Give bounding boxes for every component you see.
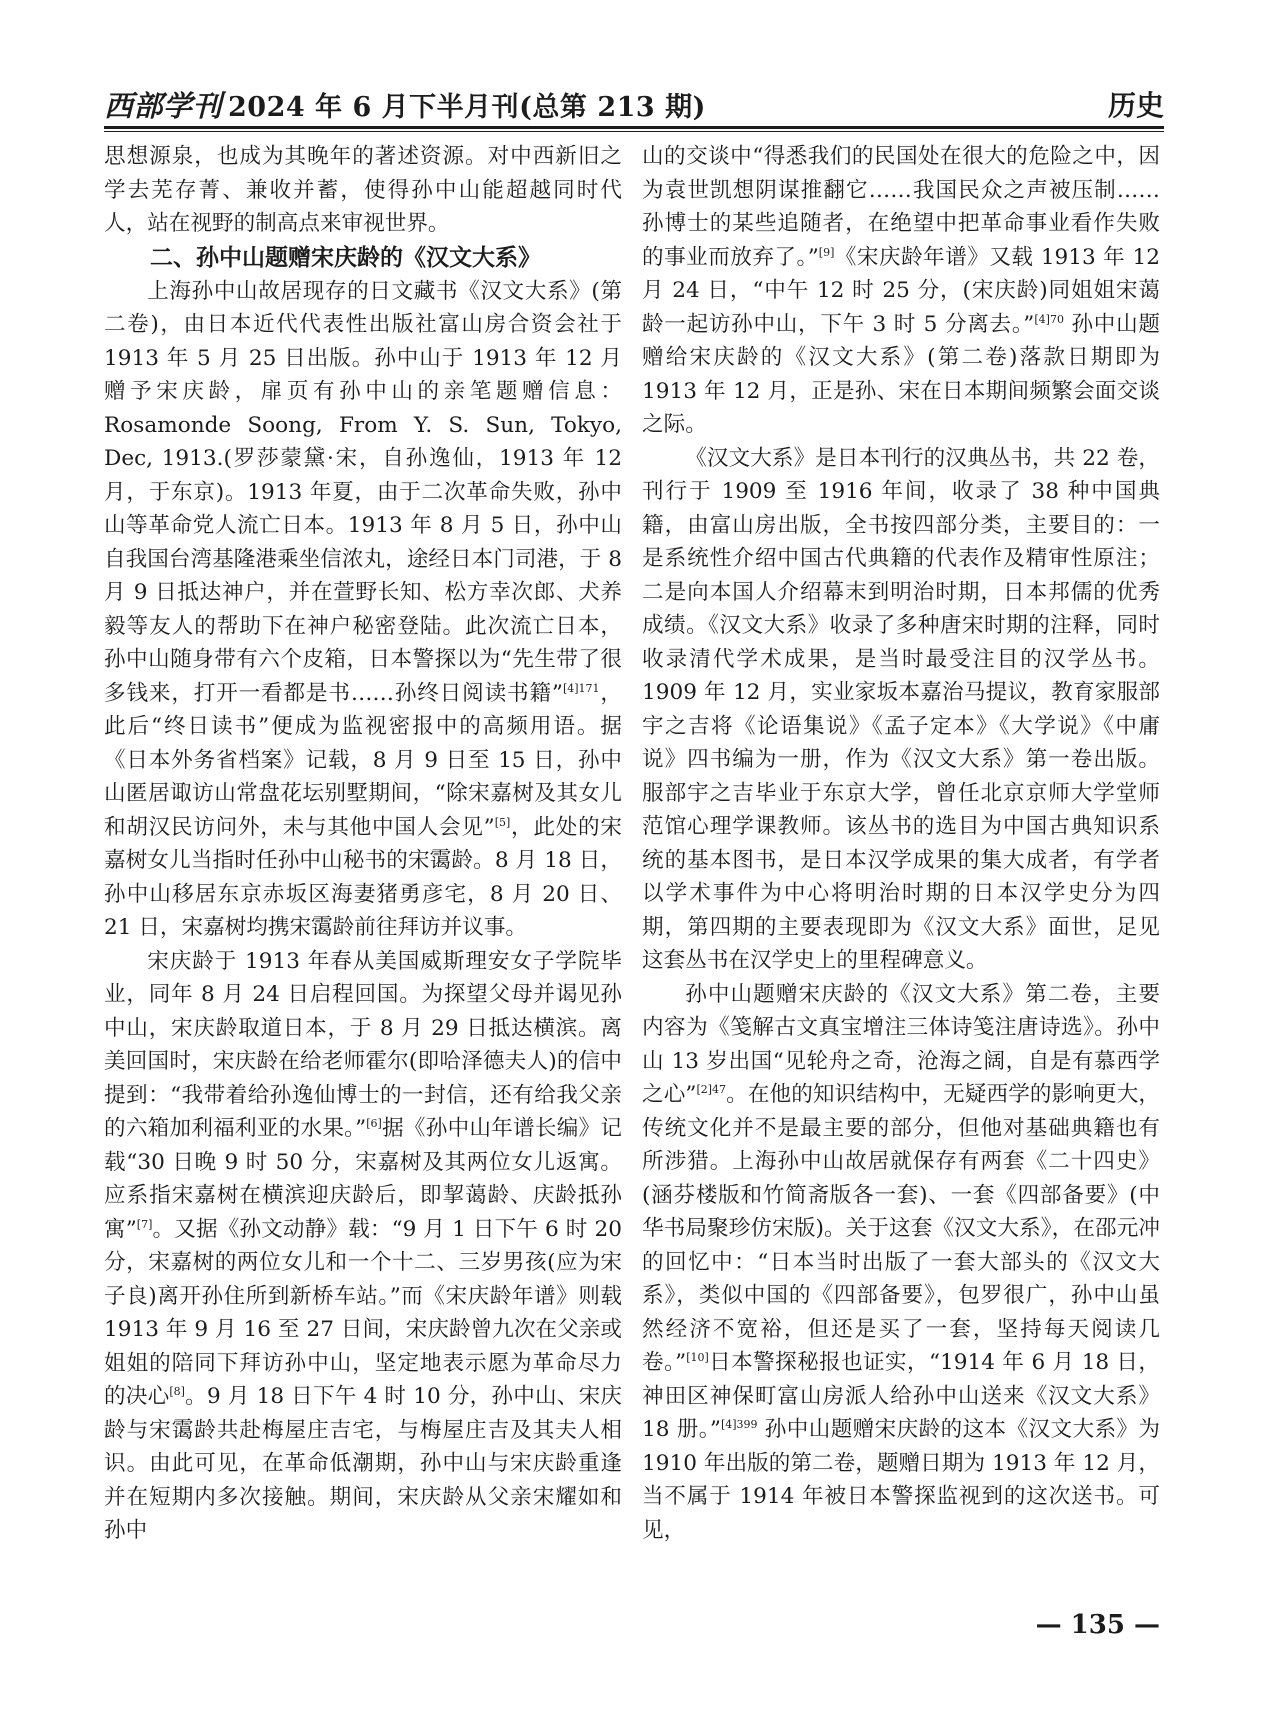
paragraph	[642, 140, 1160, 442]
text-run: 孙中山题赠给宋庆龄的《汉文大系》(第二卷)落款日期即为 1913 年 12 月，正是孙、宋在日本期间频繁会面交谈之际。	[642, 311, 1160, 437]
header-rule-thin	[104, 131, 1164, 132]
citation: [6]	[366, 1116, 382, 1130]
section-label: 历史	[1107, 89, 1164, 122]
text-run: 宋庆龄于 1913 年春从美国威斯理安女子学院毕业，同年 8 月 24 日启程回国。为探望父母并谒见孙中山，宋庆龄取道日本，于 8 月 29 日抵达横滨。离美回国时，宋庆龄在给老师霍尔(即哈泽德夫人)的信中提到：“我带着给孙逸仙博士的一封信，还有给我父亲的六箱加利福利亚的水果。”	[104, 948, 622, 1141]
text-run: 孙中山题赠宋庆龄的这本《汉文大系》为 1910 年出版的第二卷，题赠日期为 1913 年 12 月，当不属于 1914 年被日本警探监视到的这次送书。可见，	[642, 1417, 1160, 1543]
paragraph: 《汉文大系》是日本刊行的汉典丛书，共 22 卷，刊行于 1909 至 1916 年间，收录了 38 种中国典籍，由富山房出版，全书按四部分类，主要目的：一是系统性介绍中国古代典籍的代表作及精审性原注；二是向本国人介绍幕末到明治时期，日本邦儒的优秀成绩。《汉文大系》收录了多种唐宋时期的注释，同时收录清代学术成果，是当时最受注目的汉学丛书。1909 年 12 月，实业家坂本嘉治马提议，教育家服部宇之吉将《论语集说》《孟子定本》《大学说》《中庸说》四书编为一册，作为《汉文大系》第一卷出版。服部宇之吉毕业于东京大学，曾任北京京师大学堂师范馆心理学课教师。该丛书的选目为中国古典知识系统的基本图书，是日本汉学成果的集大成者，有学者以学术事件为中心将明治时期的日本汉学史分为四期，第四期的主要表现即为《汉文大系》面世，足见这套丛书在汉学史上的里程碑意义。	[642, 445, 1160, 973]
paragraph: 思想源泉，也成为其晚年的著述资源。对中西新旧之学去芜存菁、兼收并蓄，使得孙中山能超越同时代人，站在视野的制高点来审视世界。	[104, 144, 622, 236]
citation: [2]47	[696, 1082, 727, 1096]
text-run: 《宋庆龄年谱》又载 1913 年 12 月 24 日，“中午 12 时 25 分，(宋庆龄)同姐姐宋蔼龄一起访孙中山，下午 3 时 5 分离去。”	[642, 244, 1160, 337]
header-rule	[104, 126, 1164, 129]
citation: [4]70	[1034, 312, 1064, 326]
citation: [4]399	[720, 1417, 758, 1431]
citation: [4]171	[562, 681, 600, 695]
text-run: 上海孙中山故居现存的日文藏书《汉文大系》(第二卷)，由日本近代代表性出版社富山房合资会社于 1913 年 5 月 25 日出版。孙中山于 1913 年 12 月赠予宋庆龄，扉页有孙中山的亲笔题赠信息：Rosamonde Soong, From Y. S. Sun, Tokyo, Dec, 1913.(罗莎蒙黛·宋，自孙逸仙，1913 年 12 月，于东京)。1913 年夏，由于二次革命失败，孙中山等革命党人流亡日本。1913 年 8 月 5 日，孙中山自我国台湾基隆港乘坐信浓丸，途经日本门司港，于 8 月 9 日抵达神户，并在萱野长知、松方幸次郎、犬养毅等友人的帮助下在神户秘密登陆。此次流亡日本，孙中山随身带有六个皮箱，日本警探以为“先生带了很多钱来，打开一看都是书……孙终日阅读书籍”	[104, 278, 622, 706]
text-run: 据《孙中山年谱长编》记载“30 日晚 9 时 50 分，宋嘉树及其两位女儿返寓。应系指宋嘉树在横滨迎庆龄后，即挈蔼龄、庆龄抵孙寓”	[104, 1116, 622, 1242]
page-number: — 135 —	[1035, 1610, 1160, 1640]
text-run: 日本警探秘报也证实，“1914 年 6 月 18 日，神田区神保町富山房派人给孙中山送来《汉文大系》18 册。”	[642, 1350, 1160, 1442]
journal-logo: 西部学刊	[104, 89, 223, 123]
running-header	[104, 80, 1164, 124]
text-run: 山的交谈中“得悉我们的民国处在很大的危险之中，因为袁世凯想阴谋推翻它……我国民众之声被压制……孙博士的某些追随者，在绝望中把革命事业看作失败的事业而放弃了。”	[642, 144, 1160, 270]
issue-info: 2024 年 6 月下半月刊(总第 213 期)	[228, 92, 706, 123]
text-run: 。在他的知识结构中，无疑西学的影响更大，传统文化并不是最主要的部分，但他对基础典籍也有所涉猎。上海孙中山故居就保存有两套《二十四史》(涵芬楼版和竹简斋版各一套)、一套《四部备要》(中华书局聚珍仿宋版)。关于这套《汉文大系》，在邵元冲的回忆中：“日本当时出版了一套大部头的《汉文大系》，类似中国的《四部备要》，包罗很广，孙中山虽然经济不宽裕，但还是买了一套，坚持每天阅读几卷。”	[642, 1082, 1160, 1375]
citation: [10]	[686, 1350, 709, 1364]
journal-issue-line	[104, 84, 706, 125]
text-run: ，此后“终日读书”便成为监视密报中的高频用语。据《日本外务省档案》记载，8 月 9 日至 15 日，孙中山匿居诹访山常盘花坛别墅期间，“除宋嘉树及其女儿和胡汉民访问外，未与其他中国人会见”	[104, 680, 622, 840]
paragraph	[642, 978, 1160, 1548]
text-run: 孙中山题赠宋庆龄的《汉文大系》第二卷，主要内容为《笺解古文真宝增注三体诗笺注唐诗选》。孙中山 13 岁出国“见轮舟之奇，沧海之阔，自是有慕西学之心”	[642, 981, 1160, 1107]
text-run: ，此处的宋嘉树女儿当指时任孙中山秘书的宋霭龄。8 月 18 日，孙中山移居东京赤坂区海妻猪勇彦宅，8 月 20 日、21 日，宋嘉树均携宋霭龄前往拜访并议事。	[104, 814, 622, 940]
text-run: 。又据《孙文动静》载：“9 月 1 日下午 6 时 20 分，宋嘉树的两位女儿和一个十二、三岁男孩(应为宋子良)离开孙住所到新桥车站。”而《宋庆龄年谱》则载 1913 年 9 月 16 至 27 日间，宋庆龄曾九次在父亲或姐姐的陪同下拜访孙中山，坚定地表示愿为革命尽力的决心	[104, 1216, 622, 1409]
citation: [8]	[169, 1384, 185, 1398]
text-run: 。9 月 18 日下午 4 时 10 分，孙中山、宋庆龄与宋霭龄共赴梅屋庄吉宅，与梅屋庄吉及其夫人相识。由此可见，在革命低潮期，孙中山与宋庆龄重逢并在短期内多次接触。期间，宋庆龄从父亲宋耀如和孙中	[104, 1384, 622, 1543]
paragraph	[104, 945, 622, 1548]
section-heading: 二、孙中山题赠宋庆龄的《汉文大系》	[150, 244, 541, 271]
citation: [7]	[136, 1217, 153, 1231]
left-column	[104, 140, 622, 1548]
paragraph	[104, 275, 622, 945]
citation: [5]	[494, 815, 511, 829]
right-column	[642, 140, 1160, 1547]
citation: [9]	[818, 245, 835, 259]
